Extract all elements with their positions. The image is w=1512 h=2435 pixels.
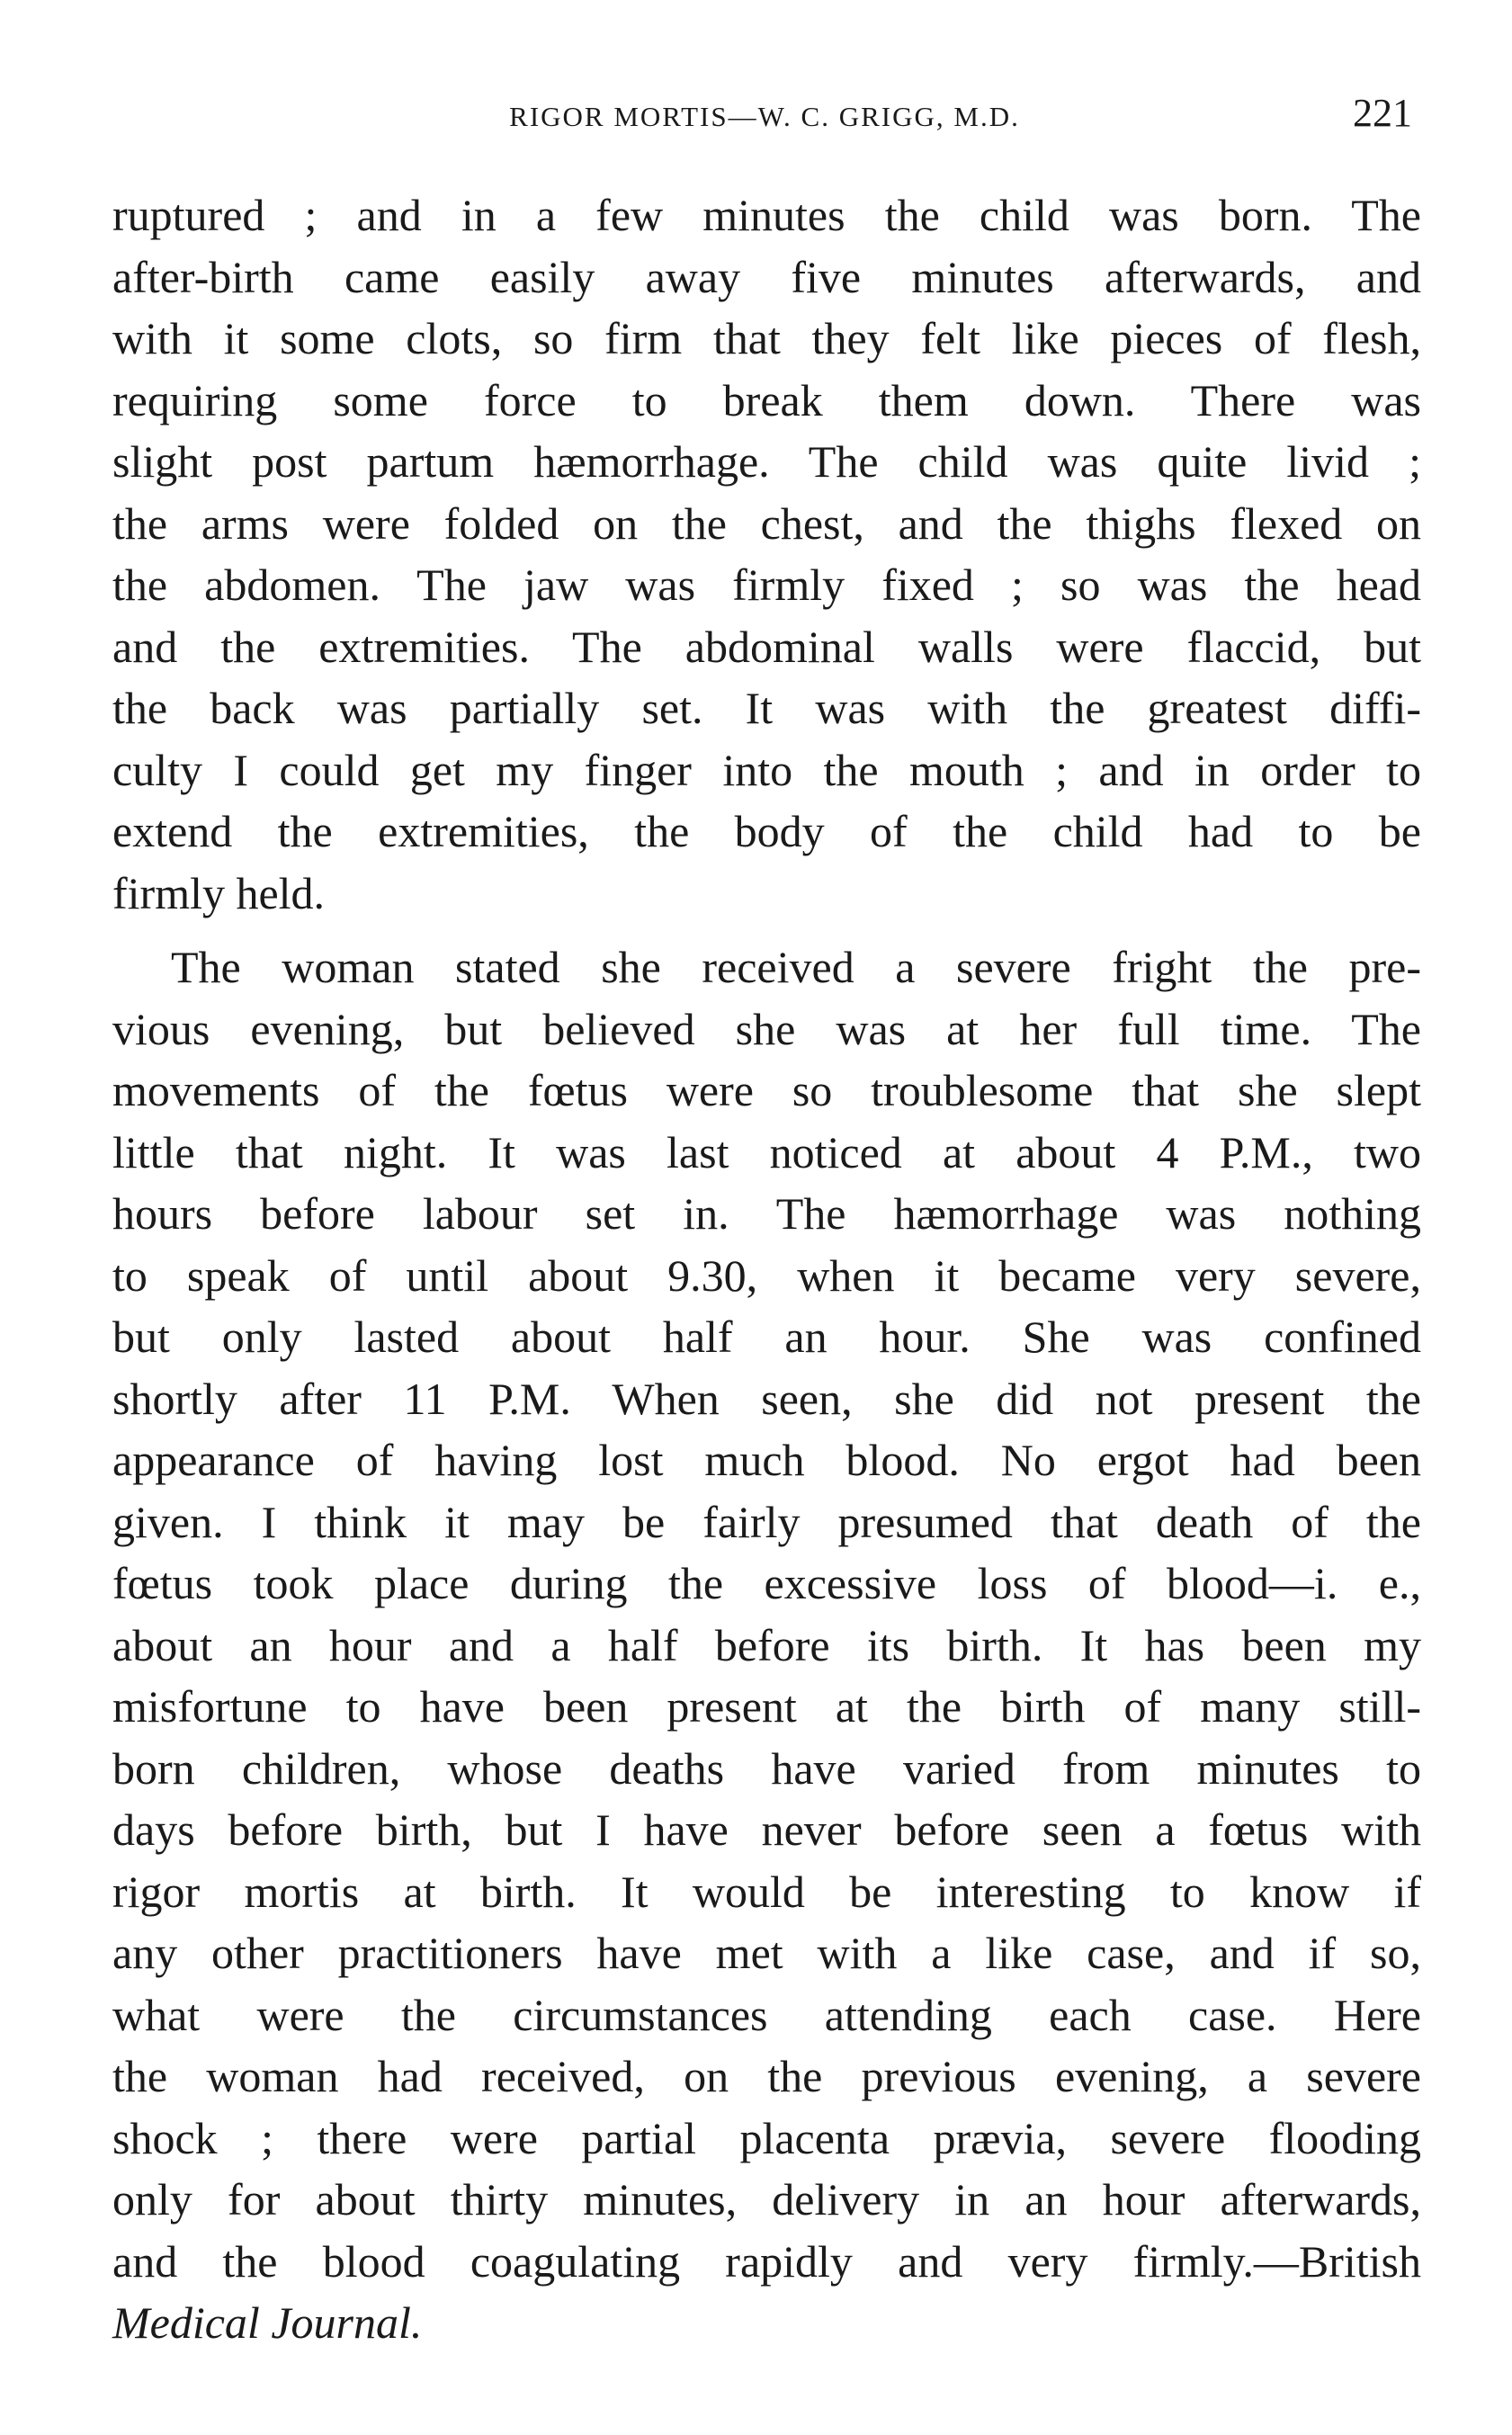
running-head xyxy=(108,90,1421,153)
text-line: requiring some force to break them down. There was xyxy=(112,374,1421,425)
text-line: slight post partum hæmorrhage. The child was quite livid ; xyxy=(112,436,1421,487)
text-line: the abdomen. The jaw was firmly fixed ; so was the head xyxy=(112,560,1421,610)
text-line: with it some clots, so firm that they felt like pieces of flesh, xyxy=(112,313,1421,363)
text-line: any other practitioners have met with a like case, and if so, xyxy=(112,1928,1421,1978)
text-line: but only lasted about half an hour. She was confined xyxy=(112,1311,1421,1362)
text-line: after-birth came easily away five minutes afterwards, and xyxy=(112,251,1421,302)
text-line: and the blood coagulating rapidly and very firmly.—British xyxy=(112,2235,1421,2287)
text-line: shock ; there were partial placenta prævia, severe flooding xyxy=(112,2112,1421,2163)
paragraph-2 xyxy=(112,936,1421,2354)
text-line: given. I think it may be fairly presumed that death of the xyxy=(112,1496,1421,1547)
text-line: the arms were folded on the chest, and the thighs flexed on xyxy=(112,497,1421,549)
text-line: shortly after 11 P.M. When seen, she did not present the xyxy=(112,1373,1421,1424)
text-line: extend the extremities, the body of the child had to be xyxy=(112,806,1421,856)
text-line: to speak of until about 9.30, when it became very severe, xyxy=(112,1249,1421,1301)
text-line: misfortune to have been present at the birth of many still- xyxy=(112,1681,1421,1732)
text-line: vious evening, but believed she was at her full time. The xyxy=(112,1003,1421,1054)
page-number: 221 xyxy=(1353,91,1412,135)
text-line: little that night. It was last noticed at about 4 P.M., two xyxy=(112,1126,1421,1177)
text-line: what were the circumstances attending each case. Here xyxy=(112,1989,1421,2040)
text-line: firmly held. xyxy=(112,867,326,918)
text-line: appearance of having lost much blood. No ergot had been xyxy=(112,1435,1421,1485)
body-text xyxy=(112,184,1421,2354)
running-title: RIGOR MORTIS—W. C. GRIGG, M.D. xyxy=(509,101,1020,132)
text-line: and the extremities. The abdominal walls were flaccid, but xyxy=(112,621,1421,672)
text-line: The woman stated she received a severe fright the pre- xyxy=(171,942,1421,992)
text-line: ruptured ; and in a few minutes the child was born. The xyxy=(112,190,1421,240)
text-line: the back was partially set. It was with the greatest diffi- xyxy=(112,683,1421,733)
text-line: born children, whose deaths have varied from minutes to xyxy=(112,1742,1421,1794)
text-line: only for about thirty minutes, delivery in an hour afterwards, xyxy=(112,2174,1421,2225)
text-line: rigor mortis at birth. It would be interesting to know if xyxy=(112,1866,1421,1917)
paragraph-1 xyxy=(112,184,1421,924)
text-line: days before birth, but I have never before seen a fœtus with xyxy=(112,1804,1421,1855)
text-line: culty I could get my finger into the mouth ; and in order to xyxy=(112,744,1421,795)
text-line: movements of the fœtus were so troublesome that she slept xyxy=(112,1065,1421,1115)
source-citation: Medical Journal. xyxy=(112,2297,423,2348)
text-line: fœtus took place during the excessive loss of blood—i. e., xyxy=(112,1558,1421,1608)
text-line: about an hour and a half before its birth. It has been my xyxy=(112,1619,1421,1670)
text-line: hours before labour set in. The hæmorrhage was nothing xyxy=(112,1188,1421,1239)
text-line: the woman had received, on the previous evening, a severe xyxy=(112,2051,1421,2101)
